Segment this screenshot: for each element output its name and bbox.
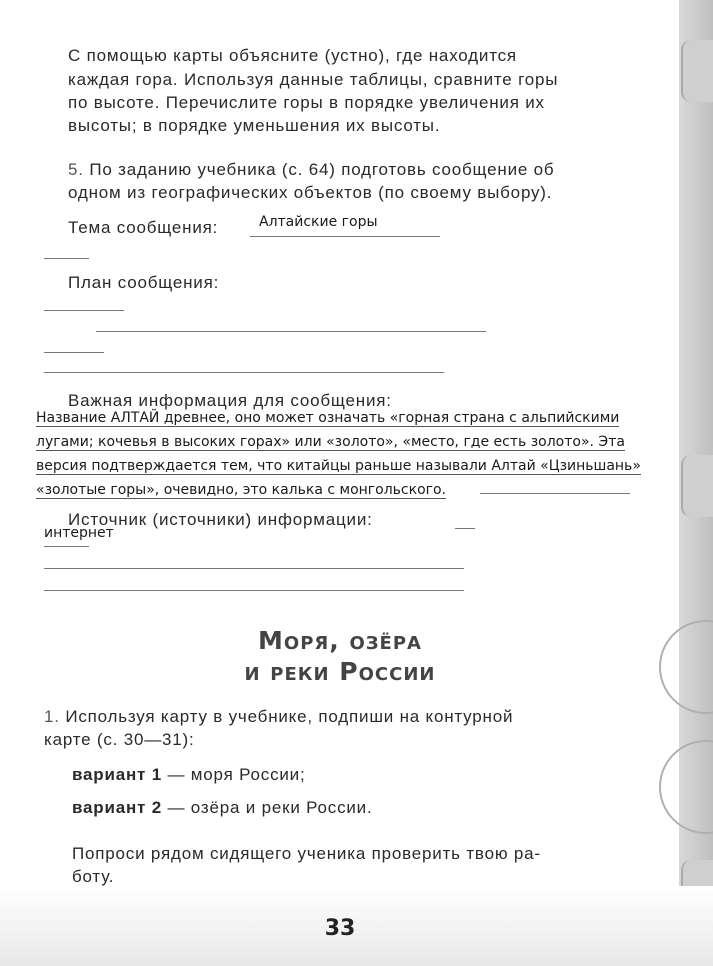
task5-text: По заданию учебника (с. 64) подготовь сообщение об [89,160,555,179]
ask-line2: боту. [72,867,115,886]
task1-line2: карте (с. 30—31): [44,730,195,749]
answer-line [44,310,124,311]
topic-label: Тема сообщения: [68,218,219,237]
answer-line [44,568,464,569]
task1-line1 [44,705,513,728]
task1-number: 1. [44,707,60,726]
answer-line [44,546,89,547]
answer-line [44,590,464,591]
section-title-line1: Моря, озёра [258,626,422,655]
section-title-line2: и реки России [244,657,436,686]
variant2-label: вариант 2 [72,798,162,817]
variant1-text: — моря России; [167,765,306,784]
info-line: лугами; кочевья в высоких горах» или «золото», «место, где есть золото». Эта [36,434,625,450]
info-line: версия подтверждается тем, что китайцы раньше называли Алтай «Цзиньшань» [36,458,641,474]
variant2-text: — озёра и реки России. [167,798,373,817]
plan-label: План сообщения: [68,273,220,292]
variant2 [72,796,373,819]
info-answer[interactable] [36,406,686,502]
edge-ornament [659,740,713,834]
page-number: 33 [324,916,356,941]
answer-line [96,331,486,332]
answer-line [44,258,89,259]
info-label: Важная информация для сообщения: [68,391,392,410]
variant1-label: вариант 1 [72,765,162,784]
source-value[interactable]: интернет [44,525,114,541]
answer-line [44,352,104,353]
info-line: Название АЛТАЙ древнее, оно может означать «горная страна с альпийскими [36,410,620,426]
intro-line: С помощью карты объясните (устно), где находится [68,46,517,65]
answer-line [250,236,440,237]
intro-line: высоты; в порядке уменьшения их высоты. [68,116,441,135]
intro-line: по высоте. Перечислите горы в порядке увеличения их [68,93,545,112]
task1-text: Используя карту в учебнике, подпиши на контурной [65,707,514,726]
answer-line [480,493,630,494]
task5-line1 [68,158,554,181]
topic-value[interactable]: Алтайские горы [259,214,378,230]
ask-line1: Попроси рядом сидящего ученика проверить твою ра- [72,844,541,863]
answer-line [455,528,475,529]
task5-line2: одном из географических объектов (по своему выбору). [68,183,553,202]
source-label: Источник (источники) информации: [68,510,373,529]
answer-line [44,372,444,373]
info-line: «золотые горы», очевидно, это калька с монгольского. [36,482,446,498]
intro-line: каждая гора. Используя данные таблицы, сравните горы [68,70,559,89]
variant1 [72,763,306,786]
task5-number: 5. [68,160,84,179]
edge-tab [681,40,713,102]
